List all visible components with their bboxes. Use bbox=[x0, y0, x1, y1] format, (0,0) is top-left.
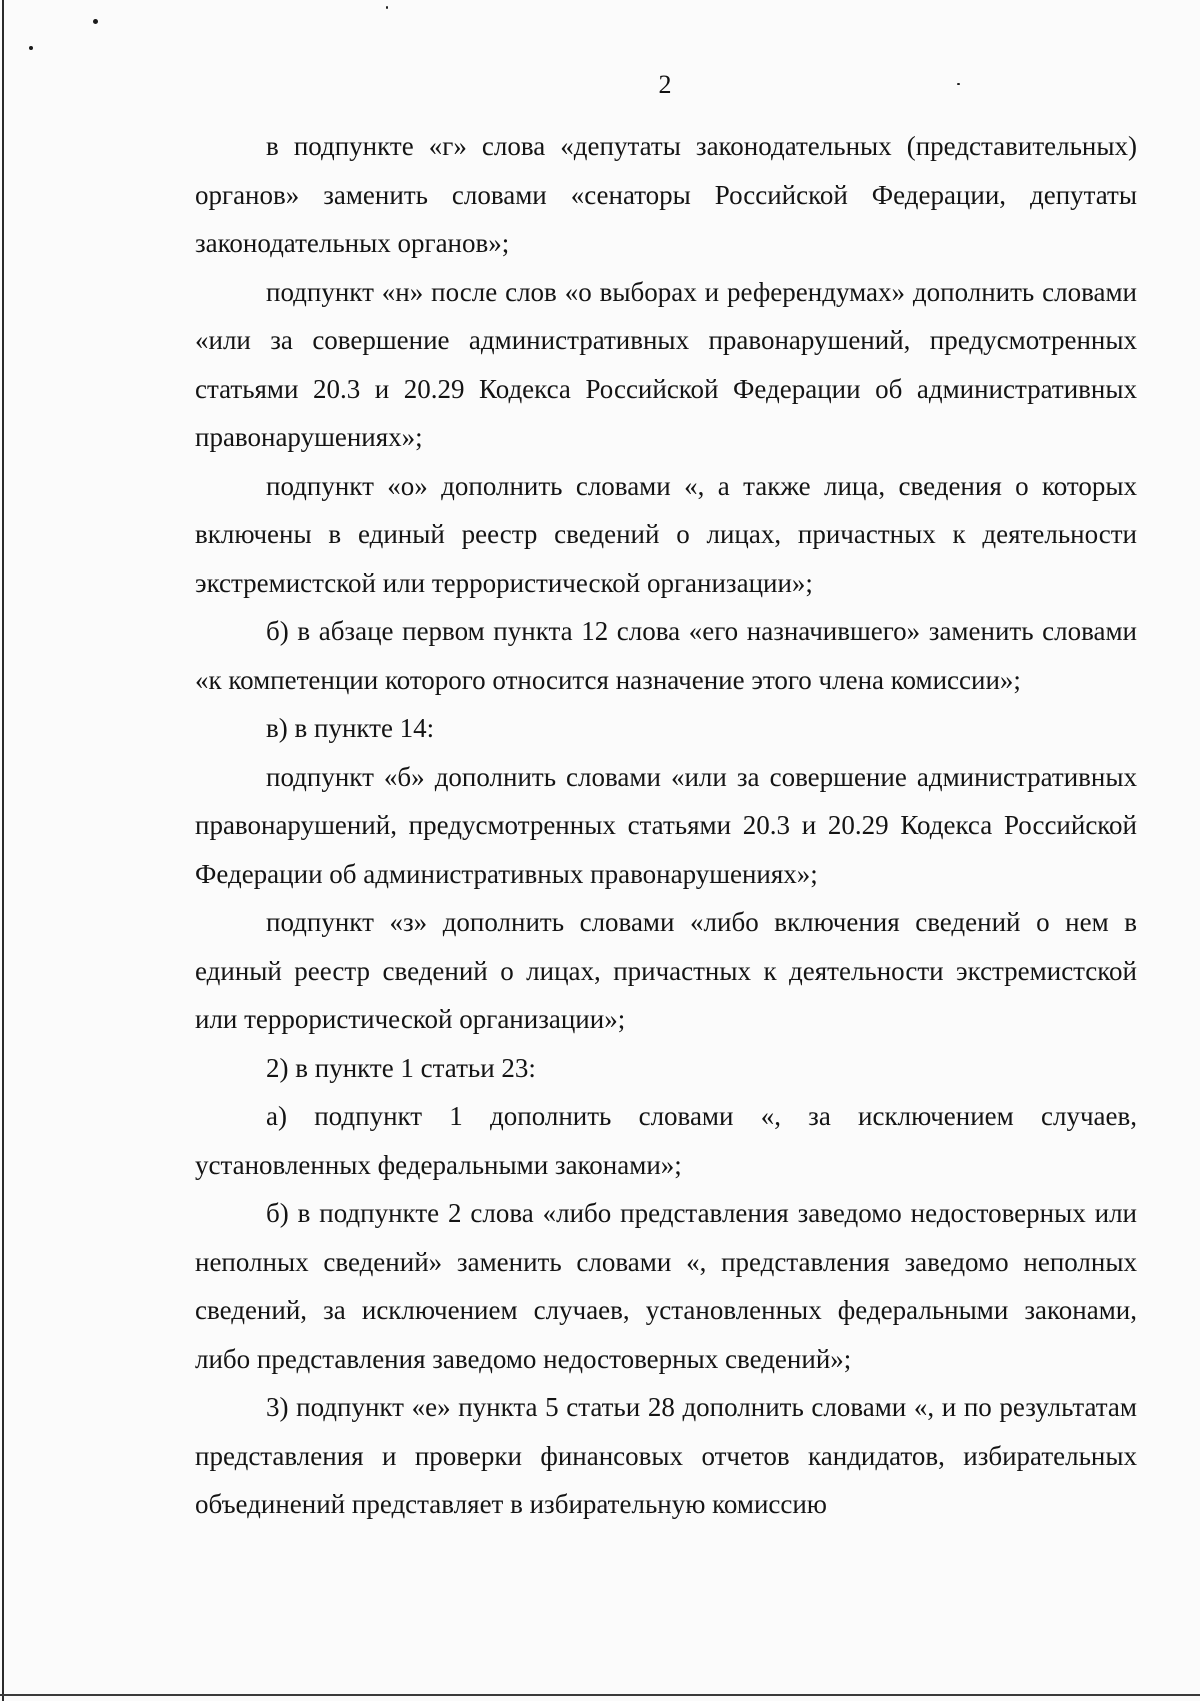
paragraph: подпункт «з» дополнить словами «либо включения сведений о нем в единый реестр сведений о лицах, причастных к деятельности экстремистской или террористической организации»; bbox=[195, 907, 1137, 1034]
scan-speck bbox=[386, 6, 388, 9]
paragraph: а) подпункт 1 дополнить словами «, за исключением случаев, установленных федеральными законами»; bbox=[195, 1101, 1137, 1180]
paragraph: 3) подпункт «е» пункта 5 статьи 28 дополнить словами «, и по результатам представления и проверки финансовых отчетов кандидатов, избирательных объединений представляет в избирательную комиссию bbox=[195, 1392, 1137, 1519]
paragraph: 2) в пункте 1 статьи 23: bbox=[266, 1052, 536, 1083]
scan-bottom-border bbox=[0, 1694, 1200, 1696]
scan-speck bbox=[29, 46, 33, 50]
paragraph: подпункт «б» дополнить словами «или за совершение административных правонарушений, предусмотренных статьями 20.3 и 20.29 Кодекса Российской Федерации об административных правонарушениях»; bbox=[195, 761, 1137, 889]
paragraph: в подпункте «г» слова «депутаты законодательных (представительных) органов» заменить словами «сенаторы Российской Федерации, депутаты законодательных органов»; bbox=[195, 131, 1137, 258]
paragraph: б) в подпункте 2 слова «либо представления заведомо недостоверных или неполных сведений» заменить словами «, представления заведомо неполных сведений, за исключением случаев, установленных федеральными законами, либо представления заведомо недостоверных сведений»; bbox=[195, 1198, 1137, 1374]
paragraph: б) в абзаце первом пункта 12 слова «его назначившего» заменить словами «к компетенции которого относится назначение этого члена комиссии»; bbox=[195, 616, 1137, 695]
scan-speck bbox=[93, 19, 98, 24]
scan-left-border bbox=[2, 0, 4, 1701]
paragraph: в) в пункте 14: bbox=[266, 713, 435, 743]
paragraph: подпункт «о» дополнить словами «, а также лица, сведения о которых включены в единый реестр сведений о лицах, причастных к деятельности экстремистской или террористической организации»; bbox=[195, 470, 1137, 598]
paragraph: подпункт «н» после слов «о выборах и референдумах» дополнить словами «или за совершение административных правонарушений, предусмотренных статьями 20.3 и 20.29 Кодекса Российской Федерации об административных правонарушениях»; bbox=[195, 276, 1137, 452]
page-number: 2 bbox=[658, 70, 672, 99]
document-body bbox=[195, 122, 1137, 1529]
